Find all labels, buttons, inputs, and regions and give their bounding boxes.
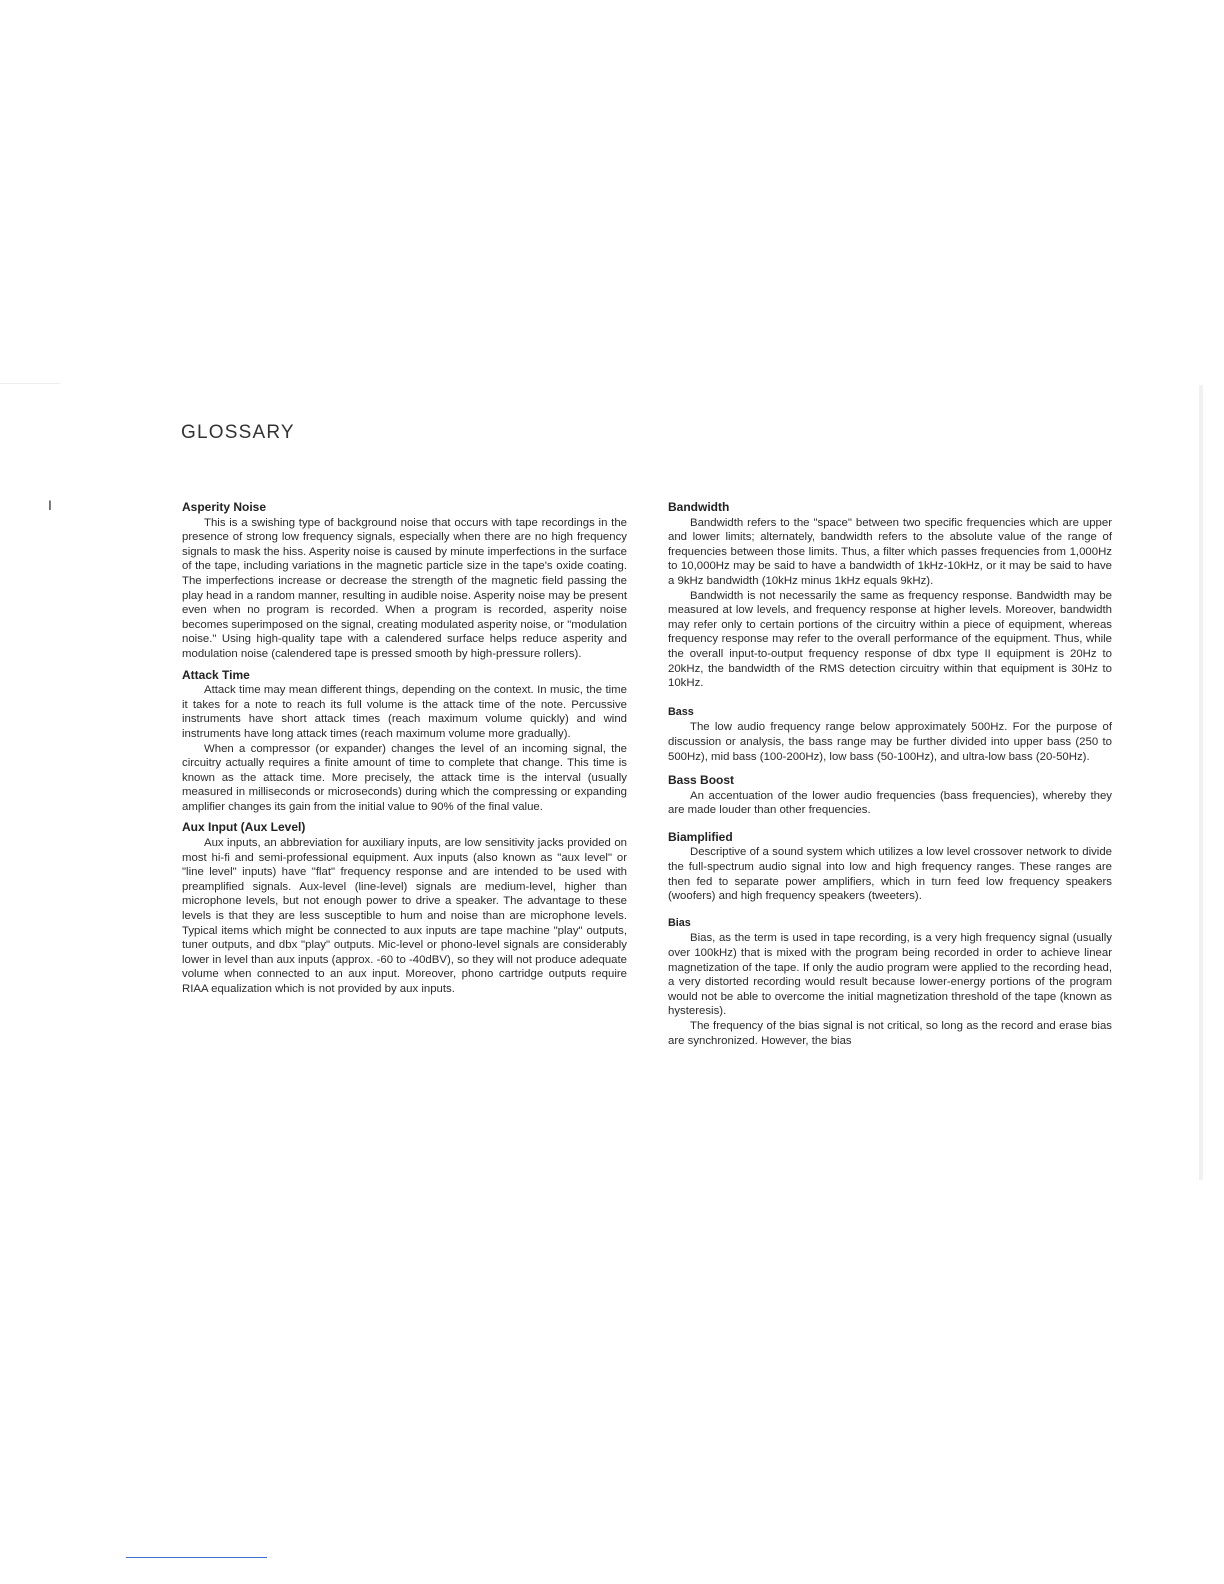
entry-term: Attack Time bbox=[182, 667, 250, 682]
entry-paragraph: Bandwidth refers to the "space" between two specific frequencies which are upper and lower limits; alternately, bandwidth refers to the absolute value of the range of frequencies between those limits. Thus, a filter which passes frequencies from 1,000Hz to 10,000Hz may be said to have a bandwidth of 1kHz-10kHz, or it may be said to have a 9kHz bandwidth (10kHz minus 1kHz equals 9kHz). bbox=[668, 516, 1112, 587]
entry-paragraph: When a compressor (or expander) changes the level of an incoming signal, the circuitry actually requires a finite amount of time to complete that change. This time is known as the attack time. More precisely, the attack time is the interval (usually measured in milliseconds or microseconds) during which the compressing or expanding amplifier changes its gain from the initial value to 90% of the final value. bbox=[182, 742, 627, 813]
entry-paragraph: Aux inputs, an abbreviation for auxiliary inputs, are low sensitivity jacks provided on most hi-fi and semi-professional equipment. Aux inputs (also known as "aux level" or "line level" inputs) have "flat" frequency response and are intended to be used with preamplified signals. Aux-level (line-level) signals are medium-level, higher than microphone levels, but not enough power to drive a speaker. The advantage to these levels is that they are less susceptible to hum and noise than are microphone levels. Typical items which might be connected to aux inputs are tape machine "play" outputs, tuner outputs, and dbx "play" outputs. Mic-level or phono-level signals are considerably lower in level than aux inputs (approx. -60 to -40dBV), so they will not produce adequate volume when connected to an aux input. Moreover, phono cartridge outputs require RIAA equalization which is not provided by aux inputs. bbox=[182, 837, 627, 995]
entry-paragraph: Bandwidth is not necessarily the same as frequency response. Bandwidth may be measured at low levels, and frequency response at higher levels. Moreover, bandwidth may refer only to certain portions of the circuitry within a piece of equipment, whereas frequency response may refer to the overall performance of the equipment. Thus, while the overall input-to-output frequency response of dbx type II equipment is 20Hz to 20kHz, the bandwidth of the RMS detection circuitry within that equipment is 30Hz to 10kHz. bbox=[668, 589, 1112, 690]
scan-edge-top bbox=[0, 383, 60, 384]
scan-edge-right bbox=[1199, 385, 1203, 1180]
entry-term: Asperity Noise bbox=[182, 500, 267, 514]
page-title: GLOSSARY bbox=[181, 422, 295, 443]
scan-edge-underline bbox=[126, 1557, 267, 1558]
entry-paragraph: The low audio frequency range below approximately 500Hz. For the purpose of discussion or analysis, the bass range may be further divided into upper bass (250 to 500Hz), mid bass (100-200Hz), low bass (50-100Hz), and ultra-low bass (20-50Hz). bbox=[668, 721, 1112, 763]
glossary-entry-bandwidth bbox=[668, 500, 1112, 691]
entry-term: Bass bbox=[668, 705, 694, 718]
glossary-entry-biamplified bbox=[668, 830, 1112, 904]
entry-paragraph: Descriptive of a sound system which utilizes a low level crossover network to divide the full-spectrum audio signal into low and high frequency ranges. These ranges are then fed to separate power amplifiers, which in turn feed low frequency speakers (woofers) and high frequency speakers (tweeters). bbox=[668, 846, 1112, 903]
glossary-entry-bias bbox=[668, 916, 1112, 1048]
entry-term: Bias bbox=[668, 916, 691, 929]
entry-term: Aux Input (Aux Level) bbox=[182, 820, 306, 835]
left-column bbox=[182, 500, 627, 1003]
glossary-entry-bass bbox=[668, 705, 1112, 764]
entry-paragraph: An accentuation of the lower audio frequencies (bass frequencies), whereby they are made louder than other frequencies. bbox=[668, 789, 1112, 817]
glossary-entry-asperity-noise bbox=[182, 500, 627, 662]
entry-paragraph: Bias, as the term is used in tape recording, is a very high frequency signal (usually over 100kHz) that is mixed with the program being recorded in order to achieve linear magnetization of the tape. If only the audio program were applied to the recording head, a very distorted recording would result because lower-energy portions of the program would not be able to overcome the initial magnetization threshold of the tape (known as hysteresis). bbox=[668, 932, 1112, 1018]
glossary-entry-bass-boost bbox=[668, 773, 1112, 818]
entry-term: Biamplified bbox=[668, 829, 733, 844]
margin-mark: I bbox=[48, 497, 52, 513]
right-column bbox=[668, 500, 1112, 1057]
glossary-entry-aux-input bbox=[182, 820, 627, 996]
entry-term: Bandwidth bbox=[668, 500, 730, 514]
glossary-entry-attack-time bbox=[182, 668, 627, 815]
entry-paragraph: Attack time may mean different things, depending on the context. In music, the time it takes for a note to reach its full volume is the attack time of the note. Percussive instruments have short attack times (reach maximum volume quickly) and wind instruments have long attack times (reach maximum volume more gradually). bbox=[182, 684, 627, 740]
entry-paragraph: The frequency of the bias signal is not critical, so long as the record and erase bias are synchronized. However, the bias bbox=[668, 1020, 1112, 1047]
entry-term: Bass Boost bbox=[668, 773, 735, 788]
entry-paragraph: This is a swishing type of background noise that occurs with tape recordings in the presence of strong low frequency signals, especially when there are no high frequency signals to mask the hiss. Asperity noise is caused by minute imperfections in the surface of the tape, including variations in the magnetic particle size in the tape's oxide coating. The imperfections increase or decrease the strength of the magnetic field passing the play head in a random manner, resulting in audible noise. Asperity noise may be present even when no program is recorded. When a program is recorded, asperity noise becomes superimposed on the signal, creating modulated asperity noise, or "modulation noise." Using high-quality tape with a calendered surface helps reduce asperity and modulation noise (calendered tape is pressed smooth by high-pressure rollers). bbox=[182, 516, 627, 660]
